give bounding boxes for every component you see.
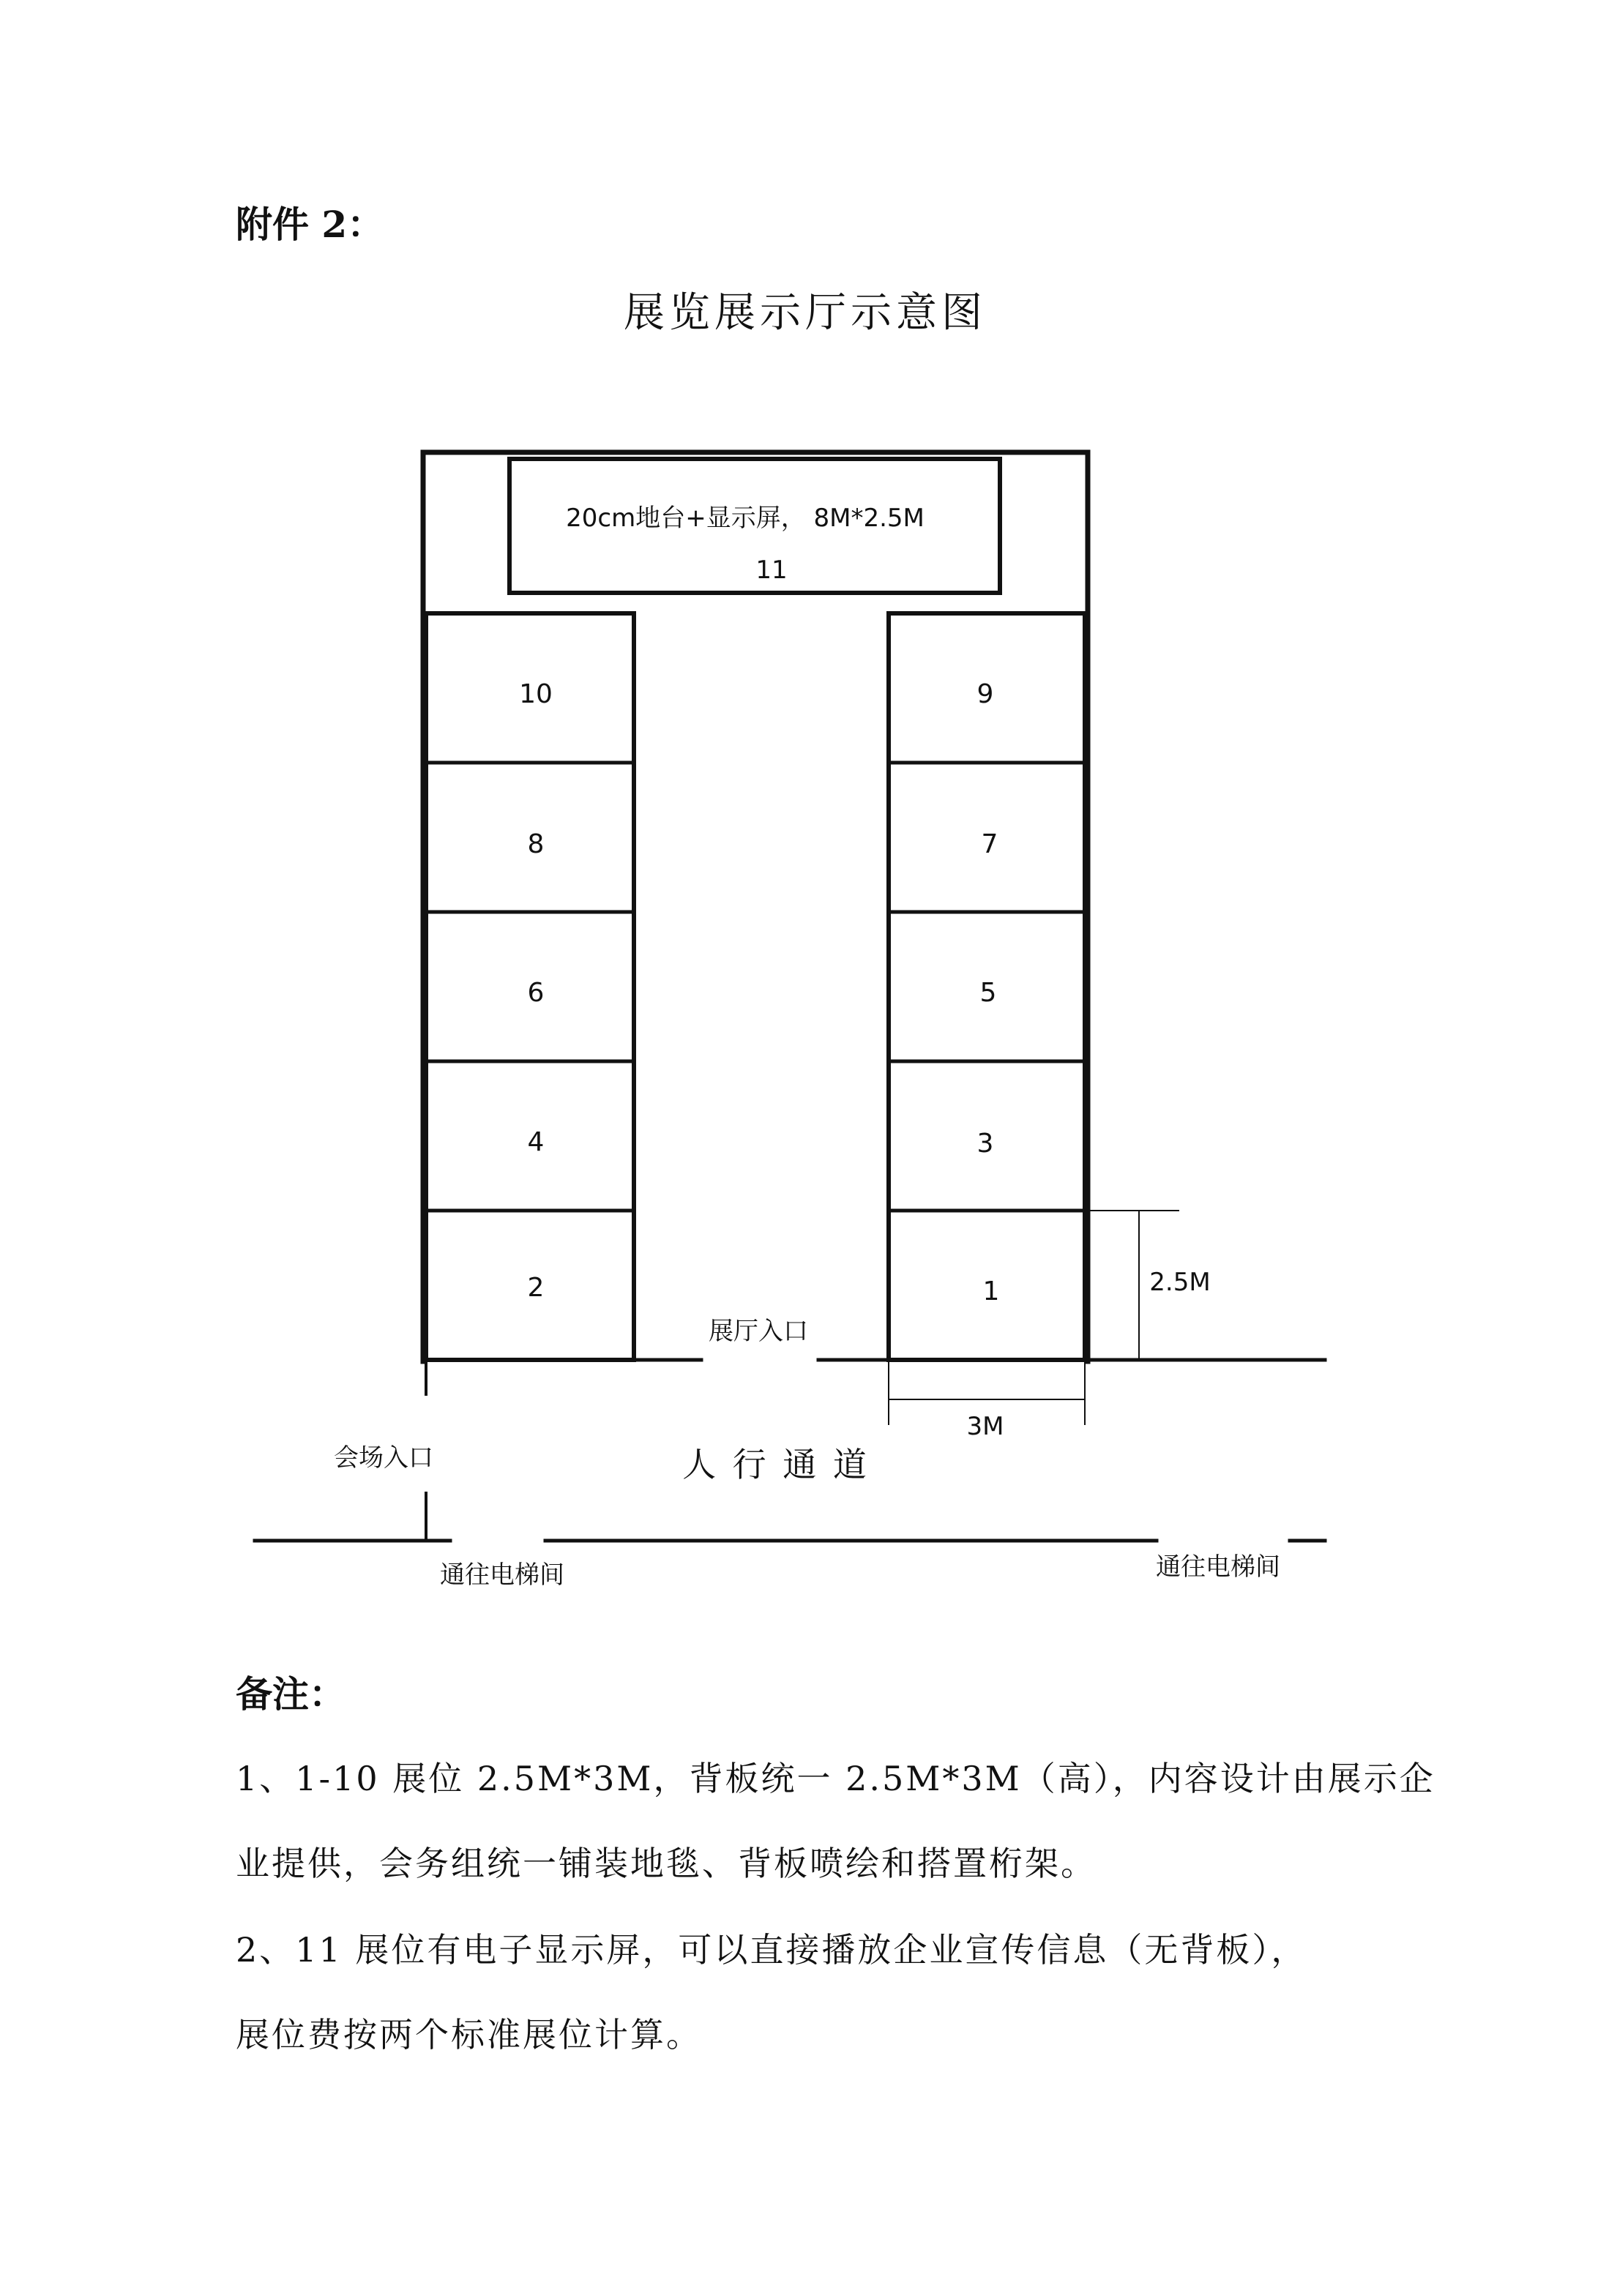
booth-1-number: 1 xyxy=(982,1276,1000,1306)
booth-9-number: 9 xyxy=(976,679,994,709)
page-title: 展览展示厅示意图 xyxy=(624,289,987,337)
elevator-label-right: 通往电梯间 xyxy=(1156,1552,1280,1582)
booth-11-number: 11 xyxy=(755,556,788,585)
booth-3-number: 3 xyxy=(976,1129,994,1159)
stage-label: 20cm地台+显示屏， 8M*2.5M xyxy=(566,504,925,533)
note-line: 业提供，会务组统一铺装地毯、背板喷绘和搭置桁架。 xyxy=(236,1844,1097,1883)
booth-5-number: 5 xyxy=(979,978,997,1008)
note-line: 2、11 展位有电子显示屏，可以直接播放企业宣传信息（无背板）， xyxy=(236,1930,1307,1970)
notes-heading: 备注： xyxy=(236,1672,346,1716)
booth-4-number: 4 xyxy=(527,1127,545,1157)
attachment-label: 附件 2： xyxy=(236,203,384,246)
hall-entrance-label: 展厅入口 xyxy=(709,1317,808,1346)
booth-7-number: 7 xyxy=(981,829,998,859)
booth-8-number: 8 xyxy=(527,829,545,859)
corridor-label: 人 行 通 道 xyxy=(682,1445,870,1484)
note-line: 1、1-10 展位 2.5M*3M，背板统一 2.5M*3M（高），内容设计由展示企 xyxy=(236,1759,1435,1798)
elevator-label-left: 通往电梯间 xyxy=(440,1560,564,1590)
booth-2-number: 2 xyxy=(527,1273,545,1303)
booth-6-number: 6 xyxy=(527,978,545,1008)
booth-10-number: 10 xyxy=(519,679,553,709)
venue-entrance-label: 会场入口 xyxy=(334,1443,433,1473)
depth-dimension-label: 2.5M xyxy=(1149,1268,1211,1297)
width-dimension-label: 3M xyxy=(966,1412,1004,1441)
note-line: 展位费按两个标准展位计算。 xyxy=(236,2015,702,2054)
